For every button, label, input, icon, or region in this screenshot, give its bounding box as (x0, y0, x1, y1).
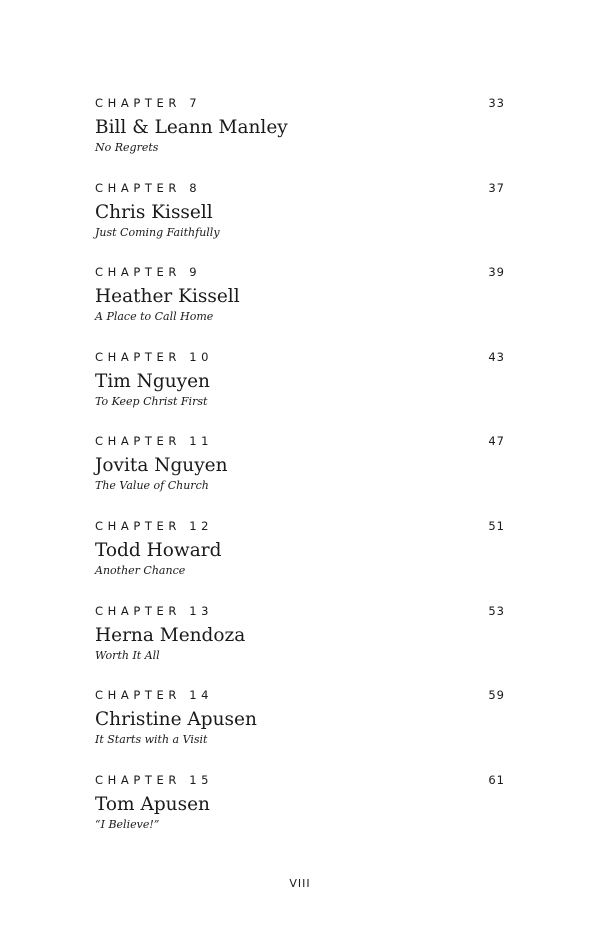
chapter-number: 15 (189, 772, 214, 787)
page-number: 37 (488, 180, 505, 195)
chapter-subtitle: It Starts with a Visit (95, 733, 208, 747)
chapter-number: 13 (189, 603, 214, 618)
chapter-word: CHAPTER (95, 349, 181, 364)
toc-entry-chapter-9[interactable] (95, 264, 505, 349)
chapter-name: Tom Apusen (95, 793, 210, 815)
chapter-word: CHAPTER (95, 265, 181, 280)
toc-entry-chapter-15[interactable] (95, 772, 505, 857)
chapter-name: Todd Howard (95, 539, 222, 561)
chapter-subtitle: “I Believe!” (95, 817, 160, 831)
page-number: 47 (488, 434, 505, 449)
chapter-word: CHAPTER (95, 688, 181, 703)
chapter-subtitle: The Value of Church (95, 479, 209, 493)
page-number: 61 (488, 772, 505, 787)
chapter-word: CHAPTER (95, 603, 181, 618)
toc-entry-chapter-14[interactable] (95, 687, 505, 772)
page-number: 33 (488, 96, 505, 110)
page-number: 51 (488, 518, 505, 533)
chapter-number: 9 (189, 265, 202, 280)
chapter-name: Chris Kissell (95, 201, 213, 223)
chapter-name: Tim Nguyen (95, 370, 210, 392)
chapter-label (95, 772, 505, 788)
toc-entry-chapter-8[interactable] (95, 180, 505, 265)
chapter-subtitle: A Place to Call Home (95, 310, 214, 324)
chapter-word: CHAPTER (95, 772, 181, 787)
page-number: 43 (488, 349, 505, 364)
chapter-label (95, 180, 505, 196)
chapter-name: Herna Mendoza (95, 624, 246, 646)
chapter-label (95, 603, 505, 619)
chapter-subtitle: To Keep Christ First (95, 394, 208, 408)
toc-entry-chapter-12[interactable] (95, 518, 505, 603)
chapter-subtitle: Just Coming Faithfully (95, 225, 220, 239)
chapter-word: CHAPTER (95, 518, 181, 533)
page-number: 59 (488, 688, 505, 703)
chapter-subtitle: No Regrets (95, 141, 159, 154)
toc-entry-chapter-11[interactable] (95, 433, 505, 518)
chapter-label (95, 433, 505, 449)
chapter-number: 14 (189, 688, 214, 703)
chapter-label (95, 349, 505, 365)
chapter-name: Heather Kissell (95, 286, 240, 308)
chapter-label (95, 518, 505, 534)
chapter-label (95, 687, 505, 703)
table-of-contents (95, 95, 505, 856)
page-number: 53 (488, 603, 505, 618)
chapter-number: 11 (189, 434, 214, 449)
page-folio: VIII (289, 877, 311, 890)
chapter-name: Christine Apusen (95, 709, 257, 731)
chapter-name: Bill & Leann Manley (95, 117, 288, 138)
toc-entry-chapter-13[interactable] (95, 603, 505, 688)
chapter-label (95, 95, 505, 111)
chapter-number: 10 (189, 349, 214, 364)
chapter-number: 7 (189, 96, 202, 110)
chapter-word: CHAPTER (95, 180, 181, 195)
toc-entry-chapter-7[interactable] (95, 95, 505, 180)
chapter-label (95, 264, 505, 280)
chapter-number: 8 (189, 180, 202, 195)
chapter-number: 12 (189, 518, 214, 533)
chapter-subtitle: Worth It All (95, 648, 160, 662)
toc-entry-chapter-10[interactable] (95, 349, 505, 434)
chapter-subtitle: Another Chance (95, 563, 186, 577)
chapter-word: CHAPTER (95, 96, 181, 110)
chapter-word: CHAPTER (95, 434, 181, 449)
chapter-name: Jovita Nguyen (95, 455, 228, 477)
page-number: 39 (488, 265, 505, 280)
